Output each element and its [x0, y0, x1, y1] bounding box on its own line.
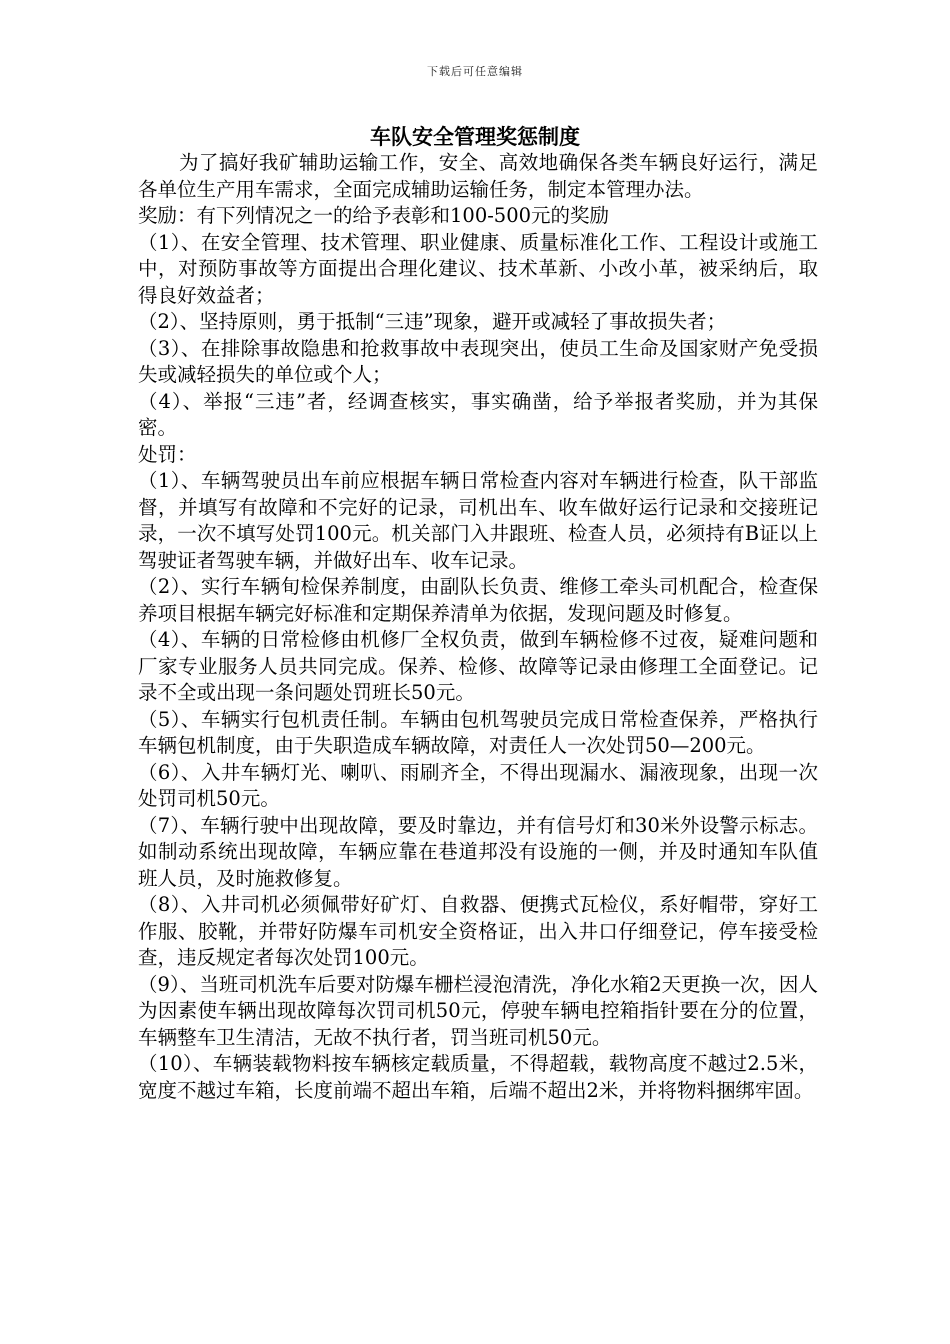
document-title: 车队安全管理奖惩制度 — [370, 124, 580, 149]
reward-item: （3）、在排除事故隐患和抢救事故中表现突出，使员工生命及国家财产免受损失或减轻损失的单位或个人； — [138, 336, 818, 386]
reward-item: （1）、在安全管理、技术管理、职业健康、质量标准化工作、工程设计或施工中，对预防事故等方面提出合理化建议、技术革新、小改小革，被采纳后，取得良好效益者； — [138, 230, 818, 307]
penalty-item: （7）、车辆行驶中出现故障，要及时靠边，并有信号灯和30米外设警示标志。如制动系统出现故障，车辆应靠在巷道邦没有设施的一侧，并及时通知车队值班人员，及时施救修复。 — [138, 813, 818, 890]
reward-item: （4）、举报“三违”者，经调查核实，事实确凿，给予举报者奖励，并为其保密。 — [138, 389, 818, 439]
page-header-note: 下载后可任意编辑 — [427, 65, 523, 78]
reward-item: （2）、坚持原则，勇于抵制“三违”现象，避开或减轻了事故损失者； — [138, 310, 727, 333]
penalty-item: （8）、入井司机必须佩带好矿灯、自救器、便携式瓦检仪，系好帽带，穿好工作服、胶靴，并带好防爆车司机安全资格证，出入井口仔细登记，停车接受检查，违反规定者每次处罚100元。 — [138, 893, 818, 969]
reward-heading: 奖励：有下列情况之一的给予表彰和100-500元的奖励 — [138, 204, 610, 227]
penalty-item: （2）、实行车辆旬检保养制度，由副队长负责、维修工牵头司机配合，检查保养项目根据车辆完好标准和定期保养清单为依据，发现问题及时修复。 — [138, 575, 818, 625]
penalty-item: （10）、车辆装载物料按车辆核定载质量，不得超载，载物高度不越过2.5米，宽度不越过车箱，长度前端不超出车箱，后端不超出2米，并将物料捆绑牢固。 — [138, 1052, 818, 1102]
penalty-item: （9）、当班司机洗车后要对防爆车栅栏浸泡清洗，净化水箱2天更换一次，因人为因素使车辆出现故障每次罚司机50元，停驶车辆电控箱指针要在分的位置，车辆整车卫生清洁，无故不执行者，罚当班司机50元。 — [138, 972, 818, 1049]
penalty-item: （6）、入井车辆灯光、喇叭、雨刷齐全，不得出现漏水、漏液现象，出现一次处罚司机50元。 — [138, 760, 818, 810]
penalty-item: （4）、车辆的日常检修由机修厂全权负责，做到车辆检修不过夜，疑难问题和厂家专业服务人员共同完成。保养、检修、故障等记录由修理工全面登记。记录不全或出现一条问题处罚班长50元。 — [138, 628, 818, 704]
document-body — [138, 150, 818, 1104]
penalty-heading: 处罚： — [138, 442, 197, 466]
penalty-item: （1）、车辆驾驶员出车前应根据车辆日常检查内容对车辆进行检查，队干部监督，并填写有故障和不完好的记录，司机出车、收车做好运行记录和交接班记录，一次不填写处罚100元。机关部门入井跟班、检查人员，必须持有B证以上驾驶证者驾驶车辆，并做好出车、收车记录。 — [138, 469, 818, 572]
penalty-item: （5）、车辆实行包机责任制。车辆由包机驾驶员完成日常检查保养，严格执行车辆包机制度，由于失职造成车辆故障，对责任人一次处罚50—200元。 — [138, 707, 818, 757]
intro-paragraph: 为了搞好我矿辅助运输工作，安全、高效地确保各类车辆良好运行，满足各单位生产用车需求，全面完成辅助运输任务，制定本管理办法。 — [138, 151, 818, 201]
